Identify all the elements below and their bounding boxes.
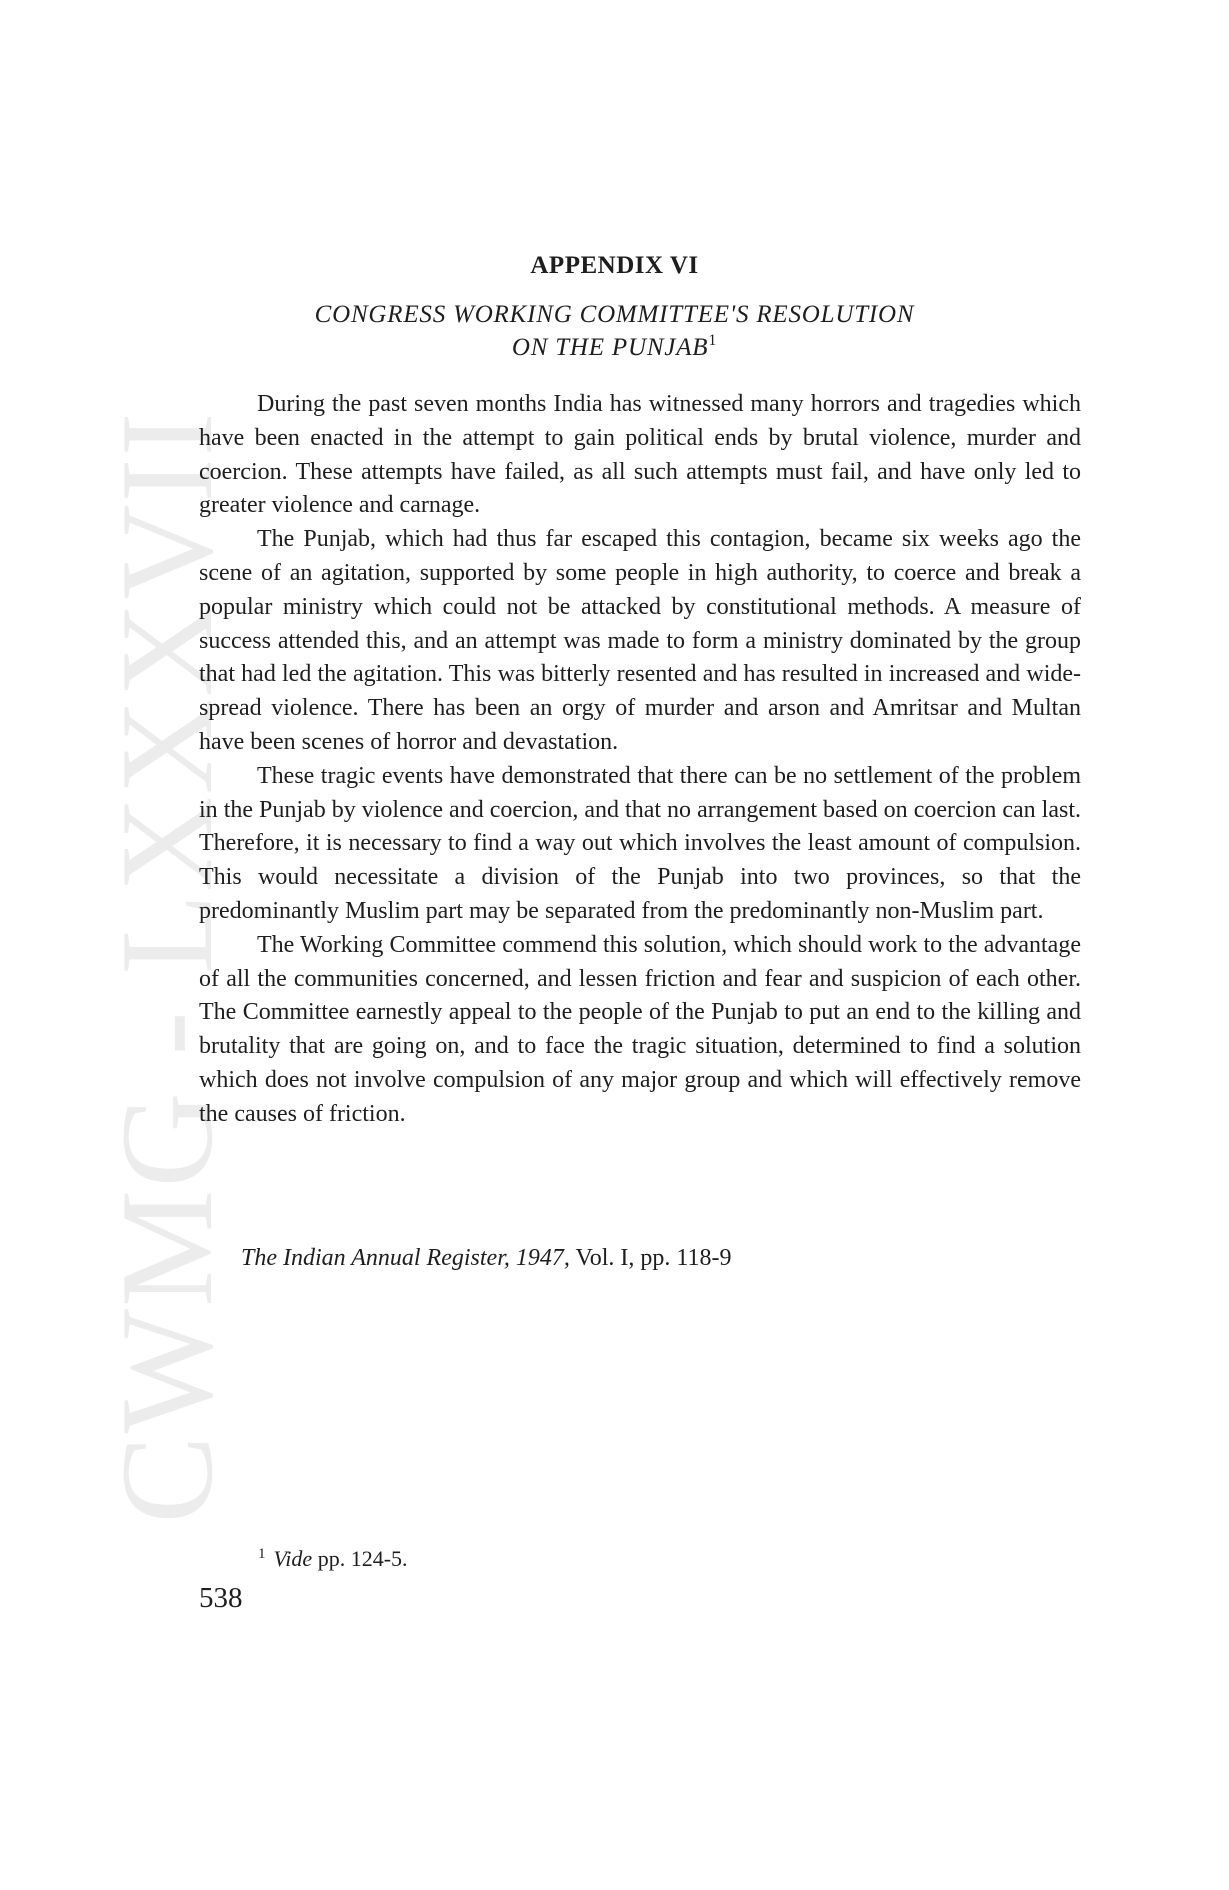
paragraph-1: During the past seven months India has witnessed many horrors and tragedies which have been enacted in the attempt to gain political ends by brutal violence, murder and coercion. These attempts have failed, as all such attempts must fail, and have only led to greater violence and carnage.	[199, 391, 1081, 519]
resolution-title-line-2	[0, 331, 1229, 364]
paragraph-2: The Punjab, which had thus far escaped this contagion, became six weeks ago the scene of an agitation, supported by some people in high authority, to coerce and break a popular ministry which could not be attacked by constitutional methods. A measure of success attended this, and an attempt was made to form a ministry dominated by the group that had led the agitation. This was bitterly resented and has resulted in increased and wide-spread violence. There has been an orgy of murder and arson and Amritsar and Multan have been scenes of horror and devastation.	[199, 526, 1081, 755]
footnote-reference: 1	[708, 332, 718, 349]
source-details: Vol. I, pp. 118-9	[575, 1245, 732, 1271]
source-year: 1947,	[515, 1245, 570, 1271]
paragraph-4: The Working Committee commend this solution, which should work to the advantage of all the communities concerned, and lessen friction and fear and suspicion of each other. The Committee earnestly appeal to the people of the Punjab to put an end to the killing and brutality that are going on, and to face the tragic situation, determined to find a solution which does not involve compulsion of any major group and which will effectively remove the causes of friction.	[199, 931, 1081, 1127]
watermark-text: CWMG - LXXXVII	[93, 410, 240, 1524]
resolution-title-line-2-text: ON THE PUNJAB	[511, 334, 709, 361]
resolution-title-line-1: CONGRESS WORKING COMMITTEE'S RESOLUTION	[314, 301, 915, 328]
footnote	[258, 1546, 408, 1572]
source-citation	[241, 1245, 731, 1272]
footnote-vide: Vide	[273, 1546, 313, 1571]
appendix-heading: APPENDIX VI	[530, 252, 699, 279]
footnote-marker: 1	[258, 1546, 266, 1562]
resolution-body	[199, 388, 1081, 1132]
resolution-title	[0, 298, 1229, 364]
paragraph-3: These tragic events have demonstrated that there can be no settlement of the problem in the Punjab by violence and coercion, and that no arrangement based on coercion can last. Therefore, it is necessary to find a way out which involves the least amount of compulsion. This would necessitate a division of the Punjab into two provinces, so that the predominantly Muslim part may be separated from the predominantly non-Muslim part.	[199, 762, 1081, 924]
footnote-pages: pp. 124-5.	[317, 1546, 408, 1571]
source-publication: The Indian Annual Register,	[241, 1245, 510, 1271]
page-number: 538	[199, 1582, 243, 1614]
